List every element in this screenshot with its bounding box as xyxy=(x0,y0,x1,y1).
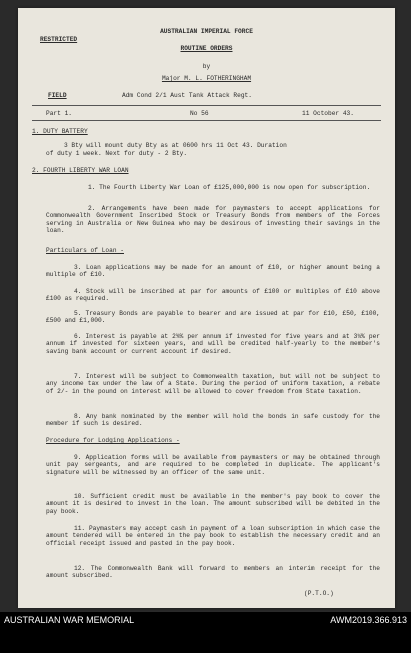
section-1-line-1: 3 Bty will mount duty Bty as at 0600 hrs 11 Oct 43. Duration xyxy=(64,142,287,149)
document-page xyxy=(18,8,395,608)
divider xyxy=(32,105,381,106)
unit-name: Adm Cond 2/1 Aust Tank Attack Regt. xyxy=(122,92,252,99)
by-line: by xyxy=(202,63,211,70)
paragraph-10: 10. Sufficient credit must be available in the member's pay book to cover the amount it is desired to invest in the loan. The amount subscribed will be debited in the pay book. xyxy=(46,493,380,515)
paragraph-2: 2. Arrangements have been made for paymasters to accept applications for Commonwealth Government Inscribed Stock or Treasury Bonds from members of the Forces serving in Australia or New Guinea who may be desirous of investing their savings in the loan. xyxy=(46,205,380,235)
force-title: AUSTRALIAN IMPERIAL FORCE xyxy=(160,28,253,35)
subheading-procedure: Procedure for Lodging Applications - xyxy=(46,437,180,444)
paragraph-7: 7. Interest will be subject to Commonwealth taxation, but will not be subject to any income tax under the law of a State. During the period of uniform taxation, a rebate of 2/- in the pound on interest will be allowed to cover freedom from State taxation. xyxy=(46,373,380,395)
footer-source: AUSTRALIAN WAR MEMORIAL xyxy=(4,615,135,625)
paragraph-3: 3. Loan applications may be made for an amount of £10, or higher amount being a multiple of £10. xyxy=(46,264,380,279)
order-number: No 56 xyxy=(190,110,209,117)
paragraph-11: 11. Paymasters may accept cash in payment of a loan subscription in which case the amount tendered will be entered in the pay book to establish the necessary credit and an official receipt issued and pasted in the pay book. xyxy=(46,525,380,547)
footer-reference: AWM2019.366.913 xyxy=(330,615,407,625)
paragraph-9: 9. Application forms will be available from paymasters or may be obtained through unit pay sergeants, and are required to be completed in duplicate. The applicant's signature will be witnessed by an officer of the same unit. xyxy=(46,454,380,476)
archive-footer xyxy=(0,612,411,653)
paragraph-5: 5. Treasury Bonds are payable to bearer and are issued at par for £10, £50, £100, £500 and £1,000. xyxy=(46,310,380,325)
order-date: 11 October 43. xyxy=(302,110,354,117)
restricted-marking: RESTRICTED xyxy=(40,36,78,43)
section-2-title: 2. FOURTH LIBERTY WAR LOAN xyxy=(32,167,129,174)
section-1-line-2: of duty 1 week. Next for duty - 2 Bty. xyxy=(46,150,188,157)
paragraph-6: 6. Interest is payable at 2¾% per annum if invested for five years and at 3¼% per annum if invested for sixteen years, and will be credited half-yearly to the member's saving bank account or current account if desired. xyxy=(46,333,380,355)
divider xyxy=(32,120,381,121)
subheading-particulars: Particulars of Loan - xyxy=(46,247,124,254)
orders-title: ROUTINE ORDERS xyxy=(180,45,233,52)
paragraph-8: 8. Any bank nominated by the member will hold the bonds in safe custody for the member if such is desired. xyxy=(46,413,380,428)
part-number: Part 1. xyxy=(46,110,72,117)
paragraph-1: 1. The Fourth Liberty War Loan of £125,000,000 is now open for subscription. xyxy=(88,184,371,191)
paragraph-12: 12. The Commonwealth Bank will forward to members an interim receipt for the amount subscribed. xyxy=(46,565,380,580)
officer-name: Major M. L. FOTHERINGHAM xyxy=(161,75,252,82)
page-turn-note: (P.T.O.) xyxy=(304,590,334,597)
paragraph-4: 4. Stock will be inscribed at par for amounts of £100 or multiples of £10 above £100 as required. xyxy=(46,288,380,303)
section-1-title: 1. DUTY BATTERY xyxy=(32,128,88,135)
field-label: FIELD xyxy=(48,92,67,99)
